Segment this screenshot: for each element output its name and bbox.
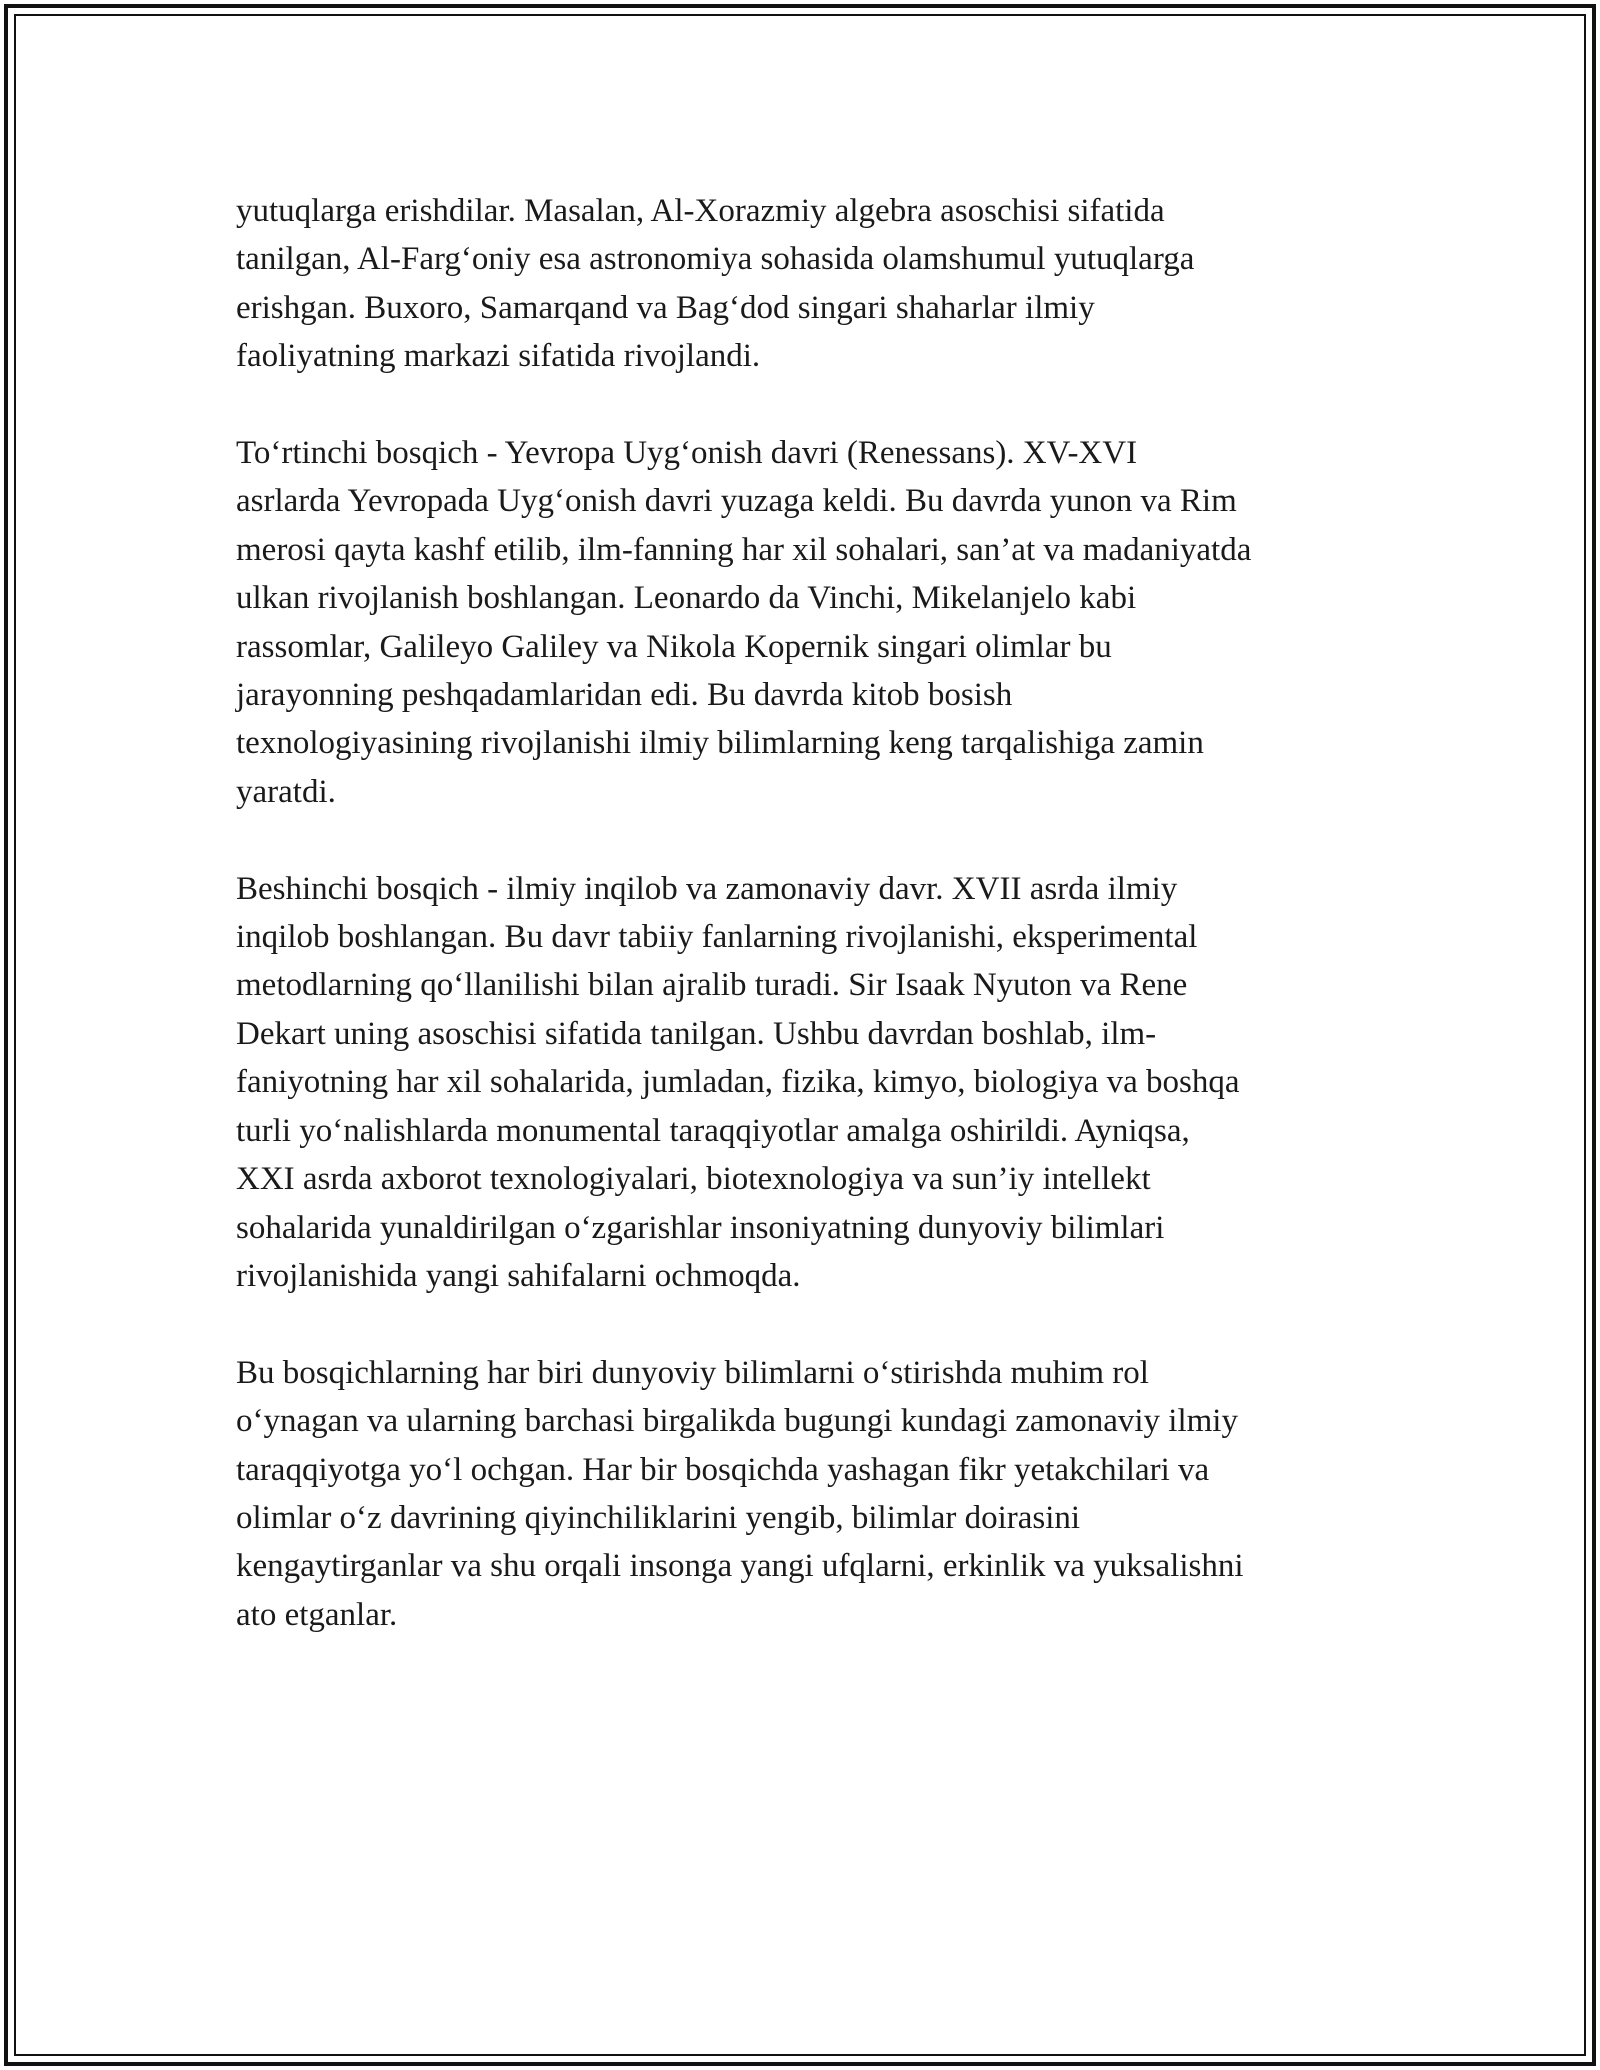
text-line: inqilob boshlangan. Bu davr tabiiy fanlarning rivojlanishi, eksperimental [236, 919, 1198, 956]
text-line: yutuqlarga erishdilar. Masalan, Al-Xorazmiy algebra asoschisi sifatida [236, 193, 1165, 229]
text-line: merosi qayta kashf etilib, ilm-fanning har xil sohalari, san’at va madaniyatda [236, 531, 1252, 568]
text-line: sohalarida yunaldirilgan o‘zgarishlar insoniyatning dunyoviy bilimlari [236, 1209, 1165, 1246]
text-line: To‘rtinchi bosqich - Yevropa Uyg‘onish davri (Renessans). XV-XVI [236, 435, 1138, 472]
text-line: XXI asrda axborot texnologiyalari, biotexnologiya va sun’iy intellekt [236, 1161, 1151, 1198]
text-line: o‘ynagan va ularning barchasi birgalikda bugungi kundagi zamonaviy ilmiy [236, 1403, 1238, 1440]
text-line: erishgan. Buxoro, Samarqand va Bag‘dod singari shaharlar ilmiy [236, 289, 1095, 326]
text-line: olimlar o‘z davrining qiyinchiliklarini yengib, bilimlar doirasini [236, 1499, 1081, 1536]
text-line: texnologiyasining rivojlanishi ilmiy bilimlarning keng tarqalishiga zamin [236, 725, 1204, 762]
text-line: jarayonning peshqadamlaridan edi. Bu davrda kitob bosish [236, 677, 1013, 714]
text-line: ulkan rivojlanish boshlangan. Leonardo da Vinchi, Mikelanjelo kabi [236, 580, 1137, 617]
text-line: Dekart uning asoschisi sifatida tanilgan. Ushbu davrdan boshlab, ilm- [236, 1015, 1157, 1052]
paragraph-2 [236, 429, 1386, 816]
text-line: Bu bosqichlarning har biri dunyoviy bilimlarni o‘stirishda muhim rol [236, 1354, 1149, 1391]
text-line: ato etganlar. [236, 1596, 398, 1633]
text-line: metodlarning qo‘llanilishi bilan ajralib turadi. Sir Isaak Nyuton va Rene [236, 967, 1188, 1004]
text-line: tanilgan, Al-Farg‘oniy esa astronomiya sohasida olamshumul yutuqlarga [236, 241, 1195, 278]
text-line: yaratdi. [236, 773, 336, 810]
text-line: taraqqiyotga yo‘l ochgan. Har bir bosqichda yashagan fikr yetakchilari va [236, 1451, 1210, 1488]
text-line: Beshinchi bosqich - ilmiy inqilob va zamonaviy davr. XVII asrda ilmiy [236, 870, 1178, 907]
text-line: asrlarda Yevropada Uyg‘onish davri yuzaga keldi. Bu davrda yunon va Rim [236, 483, 1237, 520]
text-line: faoliyatning markazi sifatida rivojlandi. [236, 338, 761, 375]
text-line: kengaytirganlar va shu orqali insonga yangi ufqlarni, erkinlik va yuksalishni [236, 1548, 1244, 1585]
text-line: rassomlar, Galileyo Galiley va Nikola Kopernik singari olimlar bu [236, 628, 1112, 665]
text-line: rivojlanishida yangi sahifalarni ochmoqda. [236, 1257, 801, 1294]
document-body [236, 187, 1386, 1688]
text-line: faniyotning har xil sohalarida, jumladan, fizika, kimyo, biologiya va boshqa [236, 1064, 1240, 1101]
text-line: turli yo‘nalishlarda monumental taraqqiyotlar amalga oshirildi. Ayniqsa, [236, 1112, 1190, 1149]
paragraph-4 [236, 1349, 1386, 1639]
paragraph-3 [236, 865, 1386, 1301]
paragraph-1 [236, 187, 1386, 381]
